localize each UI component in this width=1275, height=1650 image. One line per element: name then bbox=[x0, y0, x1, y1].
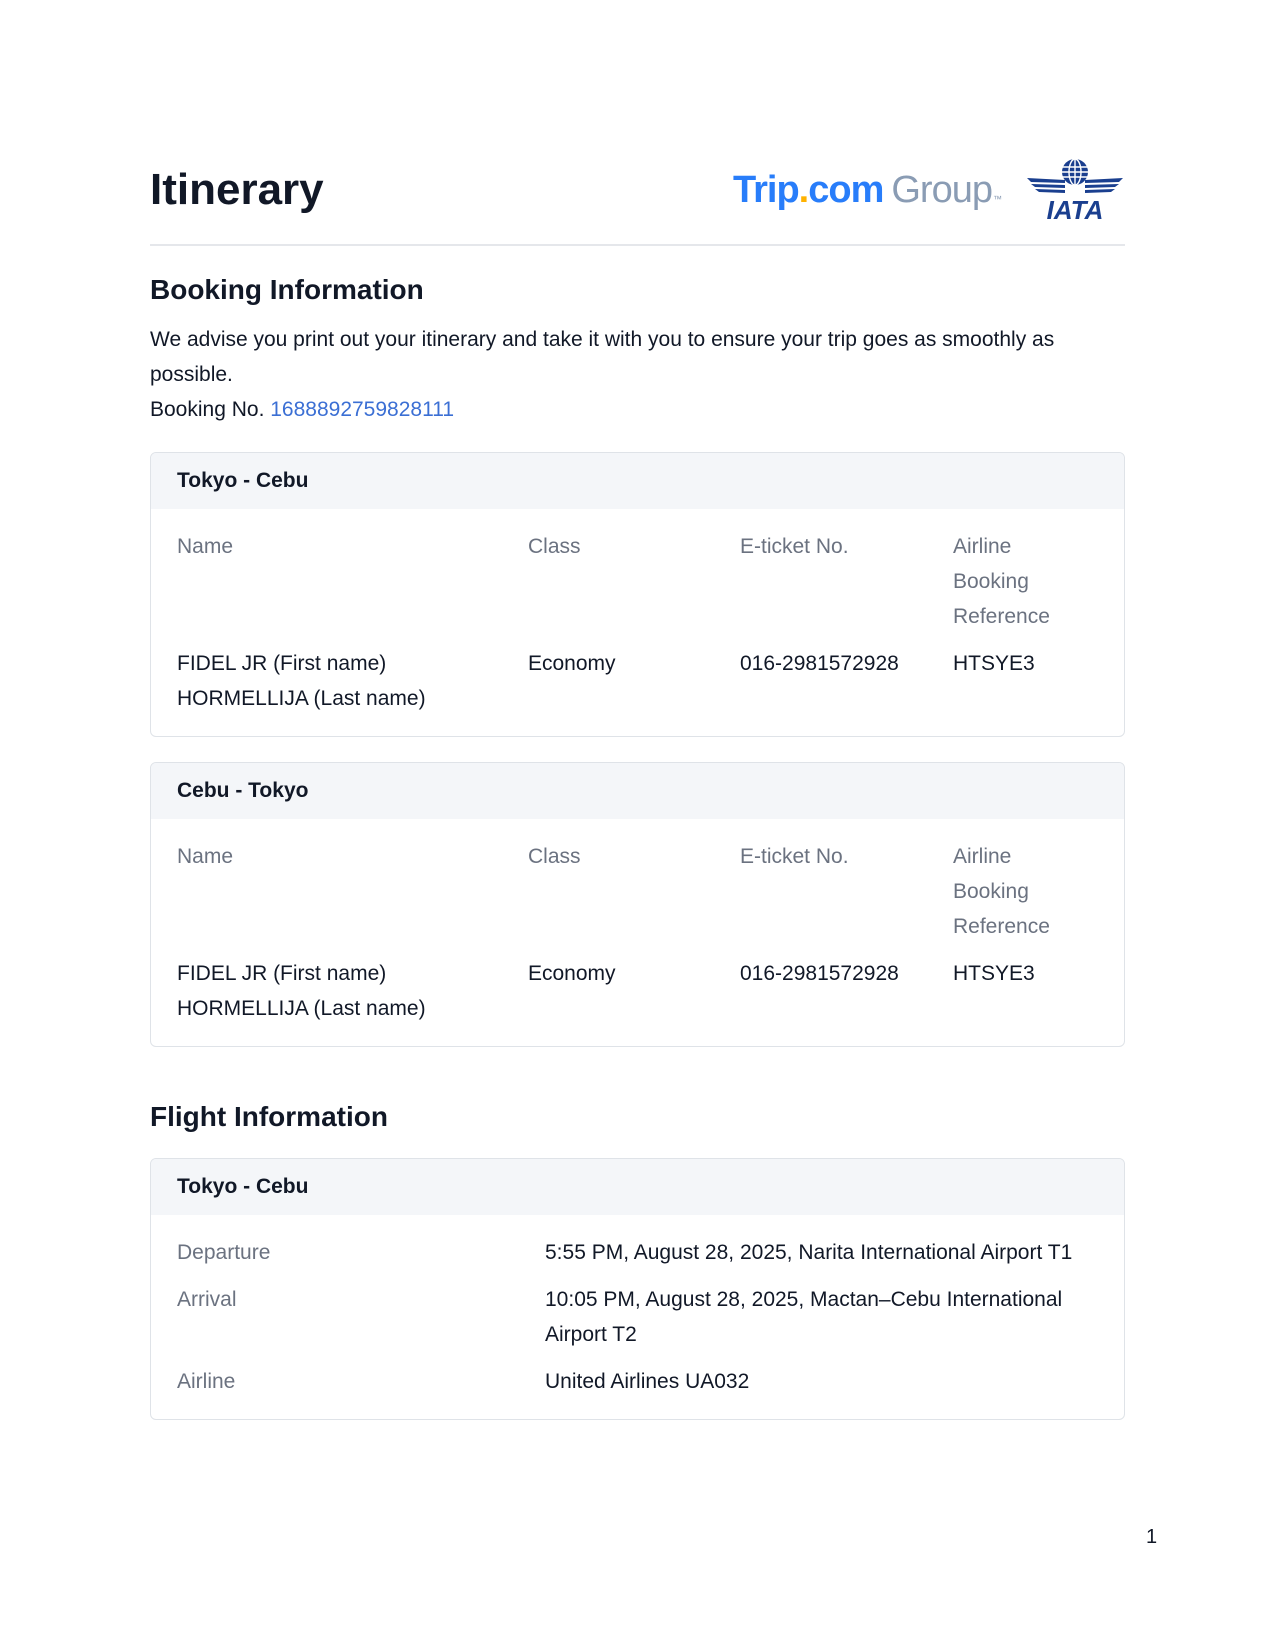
booking-reference: HTSYE3 bbox=[953, 652, 1035, 675]
passenger-class: Economy bbox=[528, 962, 616, 985]
flight-card-tokyo-cebu bbox=[150, 1158, 1125, 1420]
page-number: 1 bbox=[1146, 1526, 1158, 1548]
flight-heading: Flight Information bbox=[150, 1101, 388, 1132]
page-header bbox=[150, 150, 1125, 230]
departure-label: Departure bbox=[177, 1241, 271, 1264]
iata-logo bbox=[1025, 158, 1125, 222]
booking-number-line bbox=[150, 392, 1125, 427]
eticket-label: E-ticket No. bbox=[740, 535, 849, 558]
card-body bbox=[151, 819, 1124, 1046]
card-body bbox=[151, 509, 1124, 736]
class-label: Class bbox=[528, 845, 581, 868]
tripcom-group-logo bbox=[733, 171, 1001, 209]
page-title: Itinerary bbox=[150, 165, 324, 214]
passenger-class: Economy bbox=[528, 652, 616, 675]
tripcom-logo-com: com bbox=[808, 169, 884, 211]
trademark-symbol: ™ bbox=[993, 194, 1001, 204]
arrival-label: Arrival bbox=[177, 1288, 237, 1311]
reference-label: Airline Booking Reference bbox=[953, 535, 1050, 628]
header-divider bbox=[150, 244, 1125, 246]
passenger-card-cebu-tokyo bbox=[150, 762, 1125, 1047]
tripcom-logo-trip: Trip bbox=[732, 169, 799, 211]
eticket-number: 016-2981572928 bbox=[740, 962, 899, 985]
passenger-name: FIDEL JR (First name) HORMELLIJA (Last name) bbox=[177, 652, 426, 710]
iata-logo-text: IATA bbox=[1046, 195, 1104, 222]
name-label: Name bbox=[177, 845, 234, 868]
card-body bbox=[151, 1215, 1124, 1419]
passenger-table bbox=[177, 529, 1098, 716]
tripcom-logo-group: Group bbox=[891, 169, 992, 211]
departure-value: 5:55 PM, August 28, 2025, Narita International Airport T1 bbox=[545, 1241, 1073, 1264]
name-label: Name bbox=[177, 535, 234, 558]
reference-label: Airline Booking Reference bbox=[953, 845, 1050, 938]
booking-reference: HTSYE3 bbox=[953, 962, 1035, 985]
booking-heading: Booking Information bbox=[150, 274, 424, 305]
eticket-label: E-ticket No. bbox=[740, 845, 849, 868]
arrival-value: 10:05 PM, August 28, 2025, Mactan–Cebu International Airport T2 bbox=[545, 1288, 1063, 1346]
flight-details bbox=[177, 1235, 1098, 1399]
booking-number-label: Booking No. bbox=[150, 398, 265, 421]
logos bbox=[733, 158, 1125, 222]
advise-text: We advise you print out your itinerary and take it with you to ensure your trip goes as smoothly as possible. bbox=[150, 328, 1055, 386]
passenger-name: FIDEL JR (First name) HORMELLIJA (Last name) bbox=[177, 962, 426, 1020]
passenger-table bbox=[177, 839, 1098, 1026]
tripcom-logo-dot: . bbox=[798, 169, 809, 211]
card-route-title: Tokyo - Cebu bbox=[151, 453, 1124, 509]
airline-label: Airline bbox=[177, 1370, 236, 1393]
card-route-title: Tokyo - Cebu bbox=[151, 1159, 1124, 1215]
card-route-title: Cebu - Tokyo bbox=[151, 763, 1124, 819]
itinerary-page bbox=[150, 150, 1125, 1420]
airline-value: United Airlines UA032 bbox=[545, 1370, 750, 1393]
class-label: Class bbox=[528, 535, 581, 558]
booking-number-link[interactable]: 1688892759828111 bbox=[270, 398, 454, 421]
passenger-card-tokyo-cebu bbox=[150, 452, 1125, 737]
eticket-number: 016-2981572928 bbox=[740, 652, 899, 675]
